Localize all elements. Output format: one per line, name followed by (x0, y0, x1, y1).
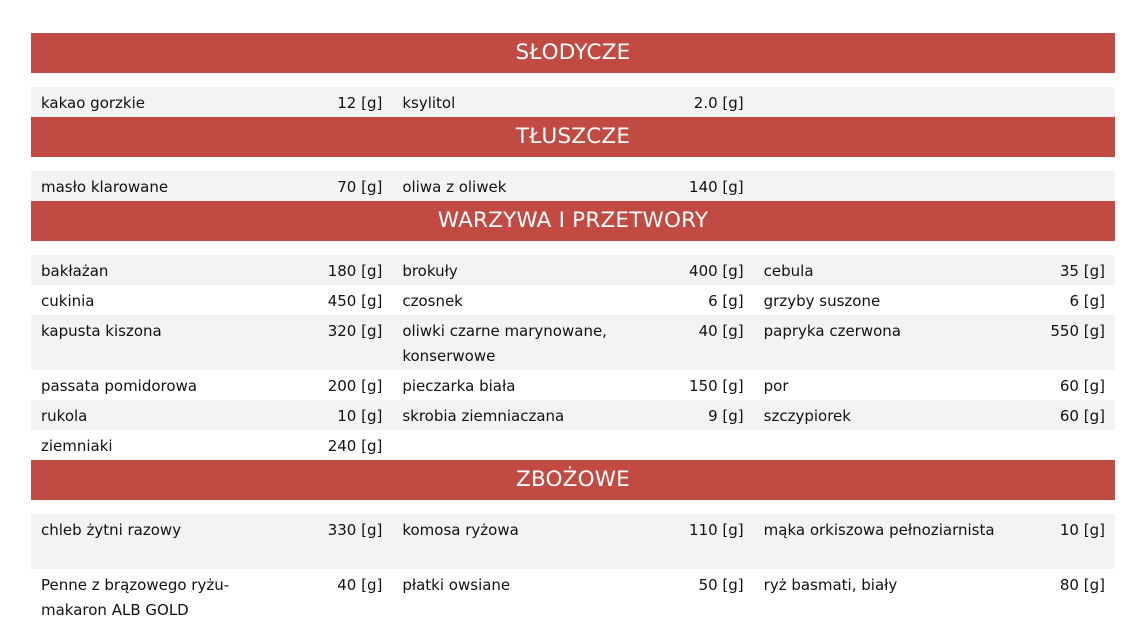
product-cell (31, 569, 392, 624)
spacer (31, 157, 1115, 171)
table-row (31, 430, 1115, 460)
product-name: Penne z brązowego ryżu-makaron ALB GOLD (41, 576, 230, 619)
product-quantity: 150 [g] (689, 377, 744, 395)
table-row (31, 315, 1115, 370)
table-row (31, 285, 1115, 315)
product-name: cukinia (41, 292, 95, 310)
product-name: mąka orkiszowa pełnoziarnista (763, 521, 995, 539)
product-name: skrobia ziemniaczana (402, 407, 565, 425)
product-name: ryż basmati, biały (763, 576, 898, 594)
product-quantity: 320 [g] (327, 322, 383, 340)
product-quantity: 10 [g] (337, 407, 383, 425)
product-quantity: 110 [g] (689, 521, 744, 539)
product-quantity: 80 [g] (1059, 576, 1105, 594)
product-cell (392, 87, 753, 117)
product-quantity: 330 [g] (327, 521, 383, 539)
product-quantity: 40 [g] (698, 322, 744, 340)
table-row (31, 87, 1115, 117)
product-name: cebula (763, 262, 814, 280)
product-name: oliwa z oliwek (402, 178, 507, 196)
product-cell (754, 285, 1115, 315)
product-cell (392, 315, 753, 370)
table-row (31, 255, 1115, 285)
category-header: TŁUSZCZE (31, 117, 1115, 157)
product-name: masło klarowane (41, 178, 169, 196)
product-quantity: 50 [g] (698, 576, 744, 594)
product-name: brokuły (402, 262, 458, 280)
product-name: komosa ryżowa (402, 521, 519, 539)
table-row (31, 370, 1115, 400)
product-quantity: 40 [g] (337, 576, 383, 594)
product-quantity: 12 [g] (337, 94, 383, 112)
product-quantity: 180 [g] (327, 262, 383, 280)
product-name: płatki owsiane (402, 576, 511, 594)
product-cell (31, 514, 392, 569)
product-name: kapusta kiszona (41, 322, 162, 340)
product-quantity: 450 [g] (327, 292, 383, 310)
table-row (31, 400, 1115, 430)
category-warzywa (31, 201, 1115, 460)
product-cell (754, 87, 1115, 117)
product-cell (754, 400, 1115, 430)
category-header: WARZYWA I PRZETWORY (31, 201, 1115, 241)
product-cell (754, 430, 1115, 460)
product-cell (392, 430, 753, 460)
product-name: kakao gorzkie (41, 94, 145, 112)
product-cell (31, 87, 392, 117)
product-quantity: 550 [g] (1050, 322, 1105, 340)
product-name: oliwki czarne marynowane, konserwowe (402, 322, 607, 365)
category-header: SŁODYCZE (31, 33, 1115, 73)
product-cell (392, 255, 753, 285)
product-name: grzyby suszone (763, 292, 881, 310)
product-quantity: 60 [g] (1059, 407, 1105, 425)
spacer (31, 73, 1115, 87)
product-cell (754, 255, 1115, 285)
product-name: passata pomidorowa (41, 377, 198, 395)
category-zbozowe (31, 460, 1115, 624)
table-row (31, 569, 1115, 624)
product-quantity: 10 [g] (1059, 521, 1105, 539)
category-slodycze (31, 33, 1115, 117)
product-name: pieczarka biała (402, 377, 516, 395)
product-cell (754, 514, 1115, 569)
product-quantity: 60 [g] (1059, 377, 1105, 395)
shopping-list (31, 33, 1115, 624)
product-cell (392, 285, 753, 315)
product-cell (31, 400, 392, 430)
spacer (31, 241, 1115, 255)
product-name: papryka czerwona (763, 322, 901, 340)
product-cell (392, 171, 753, 201)
product-quantity: 35 [g] (1059, 262, 1105, 280)
table-row (31, 514, 1115, 569)
product-quantity: 200 [g] (327, 377, 383, 395)
product-cell (392, 514, 753, 569)
product-cell (31, 285, 392, 315)
spacer (31, 500, 1115, 514)
product-cell (31, 430, 392, 460)
product-cell (754, 370, 1115, 400)
product-cell (392, 569, 753, 624)
product-quantity: 400 [g] (689, 262, 744, 280)
product-cell (392, 400, 753, 430)
product-name: por (763, 377, 789, 395)
product-cell (31, 255, 392, 285)
product-cell (31, 315, 392, 370)
product-cell (31, 171, 392, 201)
product-name: czosnek (402, 292, 463, 310)
table-row (31, 171, 1115, 201)
product-cell (392, 370, 753, 400)
product-name: ksylitol (402, 94, 456, 112)
product-cell (31, 370, 392, 400)
product-quantity: 240 [g] (327, 437, 383, 455)
product-name: chleb żytni razowy (41, 521, 182, 539)
product-name: rukola (41, 407, 88, 425)
product-quantity: 6 [g] (708, 292, 744, 310)
product-cell (754, 569, 1115, 624)
product-quantity: 70 [g] (337, 178, 383, 196)
product-quantity: 140 [g] (689, 178, 744, 196)
category-header: ZBOŻOWE (31, 460, 1115, 500)
category-tluszcze (31, 117, 1115, 201)
product-name: szczypiorek (763, 407, 851, 425)
product-cell (754, 171, 1115, 201)
product-name: bakłażan (41, 262, 109, 280)
product-quantity: 6 [g] (1069, 292, 1105, 310)
product-quantity: 2.0 [g] (693, 94, 744, 112)
product-name: ziemniaki (41, 437, 113, 455)
product-quantity: 9 [g] (708, 407, 744, 425)
product-cell (754, 315, 1115, 370)
